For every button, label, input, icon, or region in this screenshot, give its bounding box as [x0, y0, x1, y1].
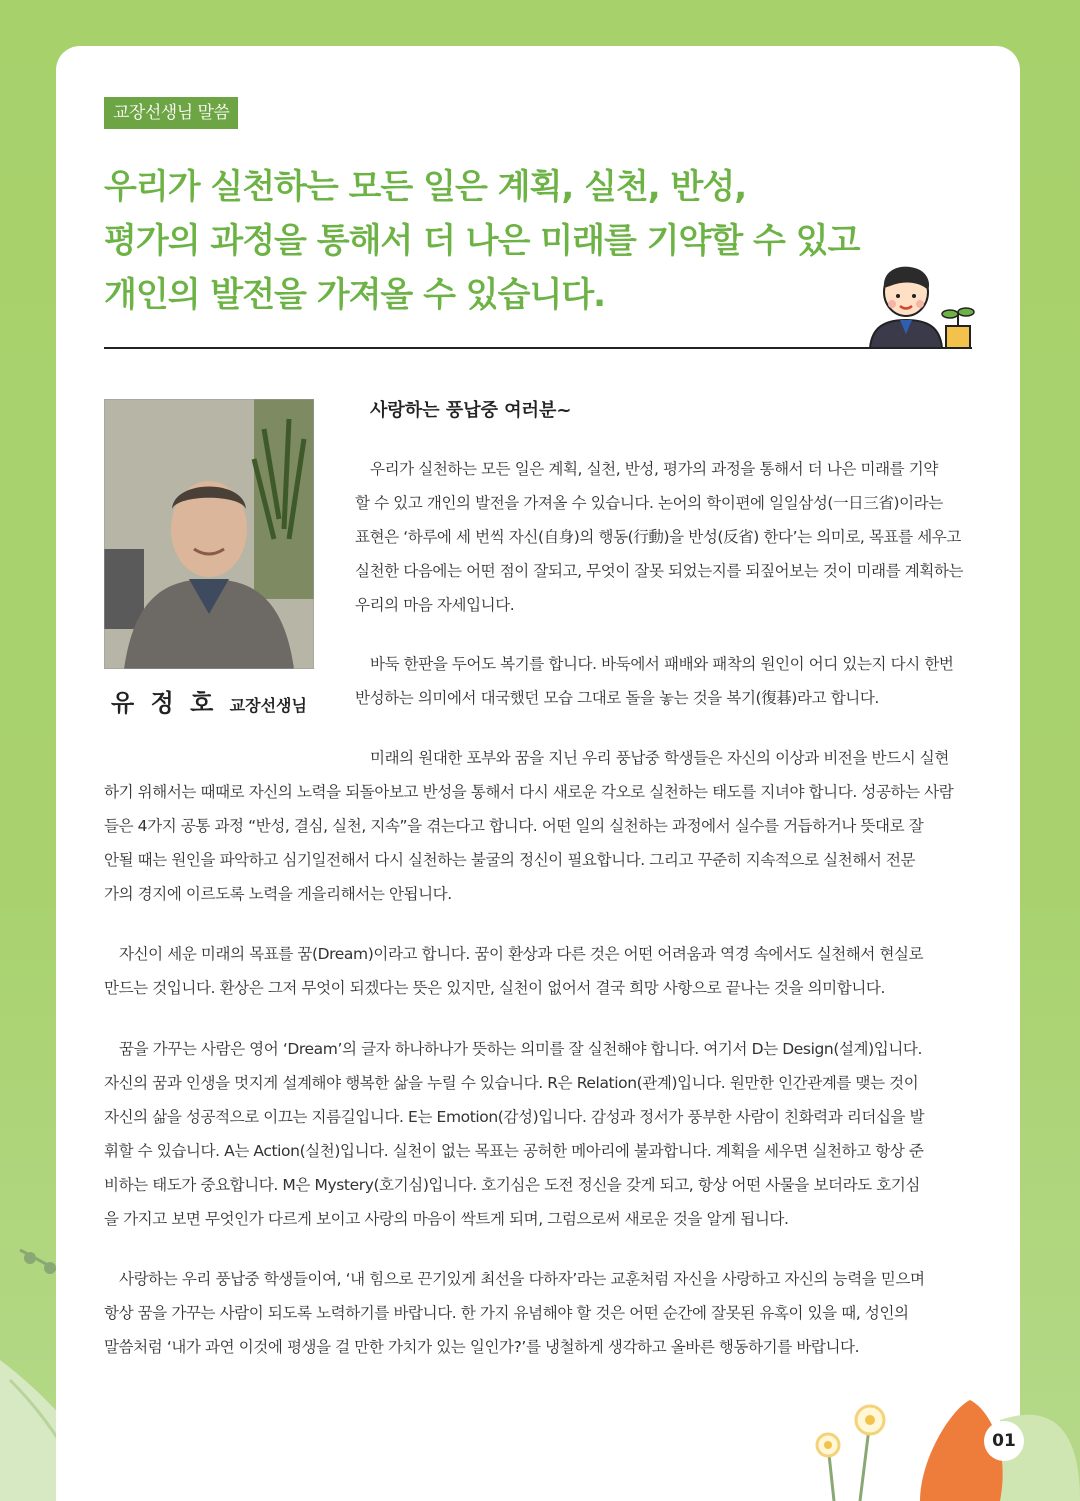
- text-line: 자신이 세운 미래의 목표를 꿈(Dream)이라고 합니다. 꿈이 환상과 다른 것은 어떤 어려움과 역경 속에서도 실천해서 현실로: [119, 945, 924, 963]
- headline-line: 평가의 과정을 통해서 더 나은 미래를 기약할 수 있고: [104, 221, 860, 261]
- principal-character-illustration: [864, 262, 976, 350]
- text-line: 안될 때는 원인을 파악하고 심기일전해서 다시 실천하는 불굴의 정신이 필요합니다. 그리고 꾸준히 지속적으로 실천해서 전문: [104, 851, 916, 869]
- paragraph-2: [355, 647, 953, 715]
- headline-line: 우리가 실천하는 모든 일은 계획, 실천, 반성,: [104, 167, 747, 207]
- paragraph-5: [104, 1032, 924, 1236]
- principal-title: 교장선생님: [229, 696, 307, 715]
- text-line: 휘할 수 있습니다. A는 Action(실천)입니다. 실천이 없는 목표는 공허한 메아리에 불과합니다. 계획을 세우면 실천하고 항상 준: [104, 1142, 924, 1160]
- principal-photo: [104, 399, 314, 669]
- text-line: 말씀처럼 ‘내가 과연 이것에 평생을 걸 만한 가치가 있는 일인가?’를 냉철하게 생각하고 올바른 행동하기를 바랍니다.: [104, 1338, 860, 1356]
- text-line: 실천한 다음에는 어떤 점이 잘되고, 무엇이 잘못 되었는지를 되짚어보는 것이 미래를 계획하는: [355, 562, 964, 580]
- text-line: 을 가지고 보면 무엇인가 다르게 보이고 사랑의 마음이 싹트게 되며, 그럼으로써 새로운 것을 알게 됩니다.: [104, 1210, 789, 1228]
- text-line: 가의 경지에 이르도록 노력을 게을리해서는 안됩니다.: [104, 885, 452, 903]
- text-line: 자신의 삶을 성공적으로 이끄는 지름길입니다. E는 Emotion(감성)입니다. 감성과 정서가 풍부한 사람이 친화력과 리더십을 발: [104, 1108, 925, 1126]
- text-line: 자신의 꿈과 인생을 멋지게 설계해야 행복한 삶을 누릴 수 있습니다. R은 Relation(관계)입니다. 원만한 인간관계를 맺는 것이: [104, 1074, 919, 1092]
- paragraph-6: [104, 1262, 925, 1364]
- section-tag: 교장선생님 말씀: [104, 97, 238, 129]
- text-line: 사랑하는 우리 풍납중 학생들이여, ‘내 힘으로 끈기있게 최선을 다하자’라는 교훈처럼 자신을 사랑하고 자신의 능력을 믿으며: [119, 1270, 925, 1288]
- text-line: 꿈을 가꾸는 사람은 영어 ‘Dream’의 글자 하나하나가 뜻하는 의미를 잘 실천해야 합니다. 여기서 D는 Design(설계)입니다.: [119, 1040, 923, 1058]
- text-line: 하기 위해서는 때때로 자신의 노력을 되돌아보고 반성을 통해서 다시 새로운 각오로 실천하는 태도를 지녀야 합니다. 성공하는 사람: [104, 783, 954, 801]
- plant-decoration-right: [800, 1380, 1080, 1501]
- text-line: 만드는 것입니다. 환상은 그저 무엇이 되겠다는 뜻은 있지만, 실천이 없어서 결국 희망 사항으로 끝나는 것을 의미합니다.: [104, 979, 885, 997]
- text-line: 표현은 ‘하루에 세 번씩 자신(自身)의 행동(行動)을 반성(反省) 한다’는 의미로, 목표를 세우고: [355, 528, 961, 546]
- paragraph-4: [104, 937, 923, 1005]
- headline-line: 개인의 발전을 가져올 수 있습니다.: [104, 275, 606, 315]
- principal-name: [104, 683, 314, 718]
- text-line: 할 수 있고 개인의 발전을 가져올 수 있습니다. 논어의 학이편에 일일삼성(一日三省)이라는: [355, 494, 943, 512]
- header-divider: [104, 347, 972, 349]
- text-line: 비하는 태도가 중요합니다. M은 Mystery(호기심)입니다. 호기심은 도전 정신을 갖게 되고, 항상 어떤 사물을 보더라도 호기심: [104, 1176, 920, 1194]
- text-line: 미래의 원대한 포부와 꿈을 지닌 우리 풍납중 학생들은 자신의 이상과 비전을 반드시 실현: [370, 749, 949, 767]
- headline: [104, 160, 904, 322]
- paragraph-1: [355, 452, 963, 622]
- page-number: 01: [984, 1421, 1024, 1461]
- principal-name-text: 유 정 호: [111, 689, 218, 717]
- paragraph-3: [104, 741, 953, 911]
- greeting: 사랑하는 풍납중 여러분~: [370, 400, 572, 421]
- text-line: 반성하는 의미에서 대국했던 모습 그대로 돌을 놓는 것을 복기(復碁)라고 합니다.: [355, 689, 879, 707]
- text-line: 우리가 실천하는 모든 일은 계획, 실천, 반성, 평가의 과정을 통해서 더 나은 미래를 기약: [370, 460, 938, 478]
- text-line: 바둑 한판을 두어도 복기를 합니다. 바둑에서 패배와 패착의 원인이 어디 있는지 다시 한번: [370, 655, 954, 673]
- text-line: 항상 꿈을 가꾸는 사람이 되도록 노력하기를 바랍니다. 한 가지 유념해야 할 것은 어떤 순간에 잘못된 유혹이 있을 때, 성인의: [104, 1304, 909, 1322]
- text-line: 들은 4가지 공통 과정 “반성, 결심, 실천, 지속”을 겪는다고 합니다. 어떤 일의 실천하는 과정에서 실수를 거듭하거나 뜻대로 잘: [104, 817, 924, 835]
- text-line: 우리의 마음 자세입니다.: [355, 596, 515, 614]
